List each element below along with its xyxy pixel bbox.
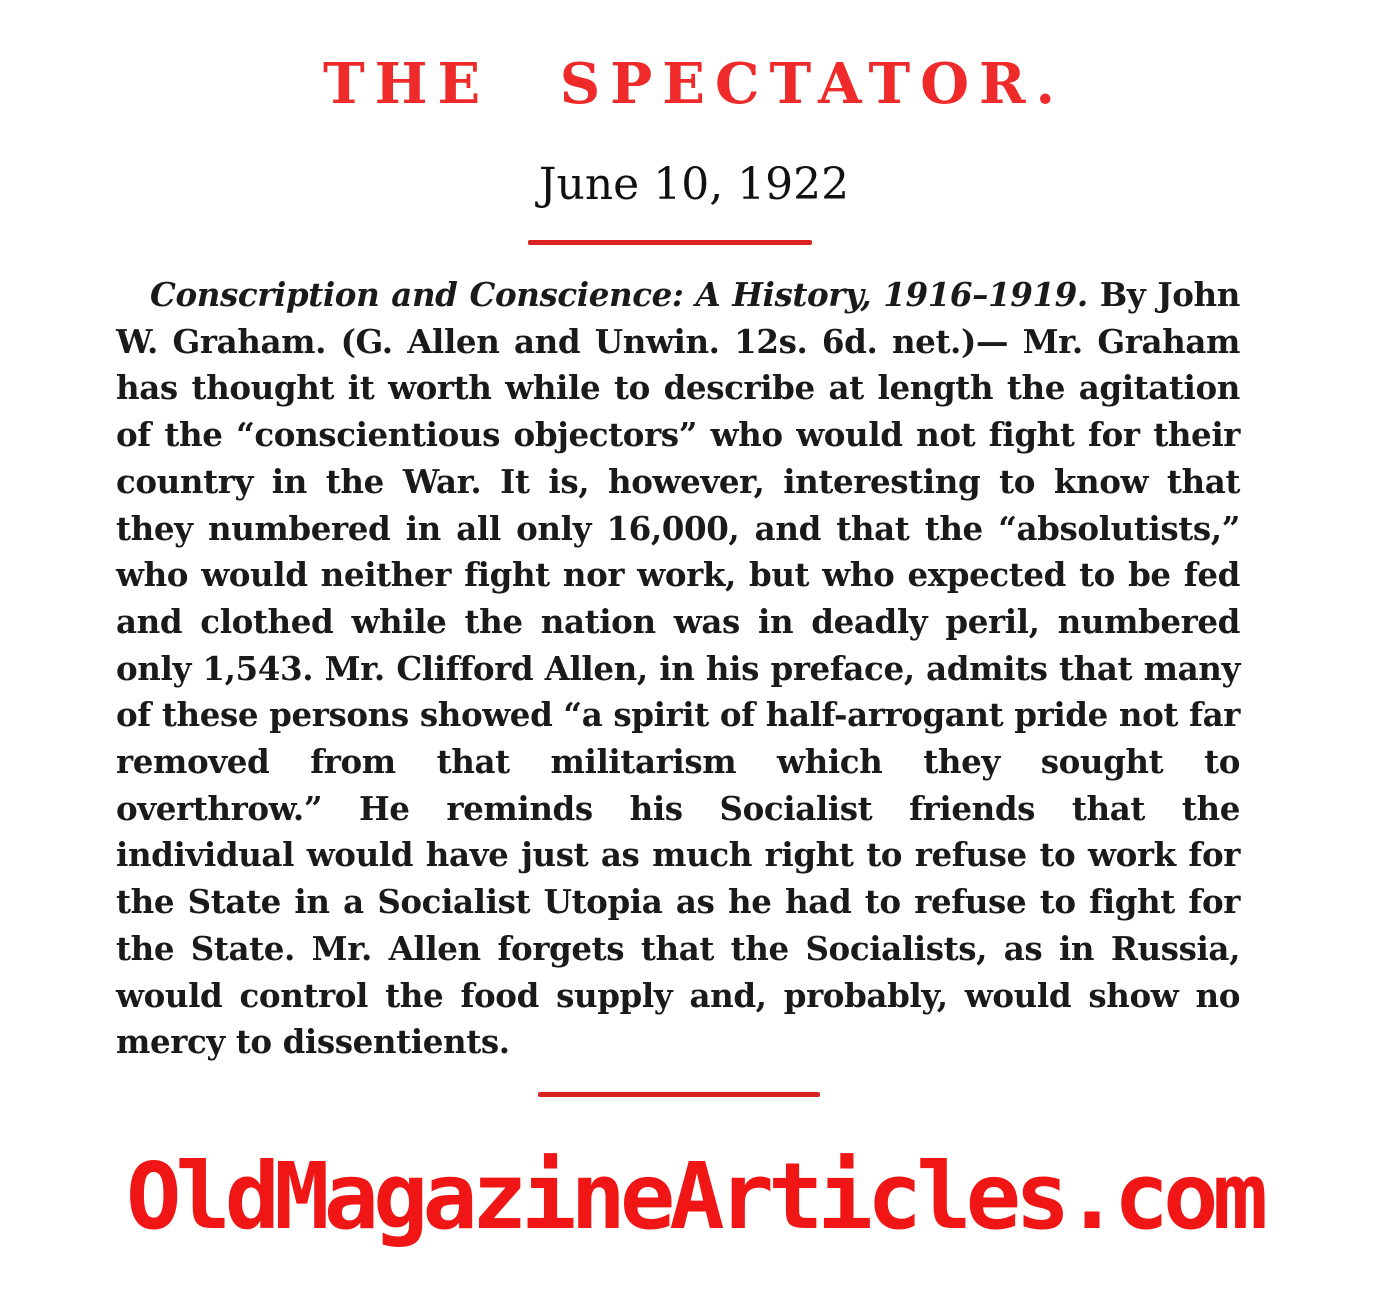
site-watermark: OldMagazineArticles.com <box>126 1143 1262 1250</box>
top-divider <box>528 240 812 245</box>
masthead-title: THE SPECTATOR. <box>322 51 1066 117</box>
issue-date: June 10, 1922 <box>538 159 850 210</box>
review-body: By John W. Graham. (G. Allen and Unwin. 12s. 6d. net.)— Mr. Graham has thought it worth while to describe at length the agitation of the “conscientious objectors” who would not fight for their country in the War. It is, however, interesting to know that they numbered in all only 16,000, and that the “absolutists,” who would neither fight nor work, but who expected to be fed and clothed while the nation was in deadly peril, numbered only 1,543. Mr. Clifford Allen, in his preface, admits that many of these persons showed “a spirit of half-arrogant pride not far removed from that militarism which they sought to overthrow.” He reminds his Socialist friends that the individual would have just as much right to refuse to work for the State in a Socialist Utopia as he had to refuse to fight for the State. Mr. Allen forgets that the Socialists, as in Russia, would control the food supply and, probably, would show no mercy to dissentients. <box>116 275 1240 1062</box>
bottom-divider <box>538 1092 820 1097</box>
book-review-paragraph <box>116 272 1240 1066</box>
book-title: Conscription and Conscience: A History, 1916–1919. <box>150 275 1088 314</box>
